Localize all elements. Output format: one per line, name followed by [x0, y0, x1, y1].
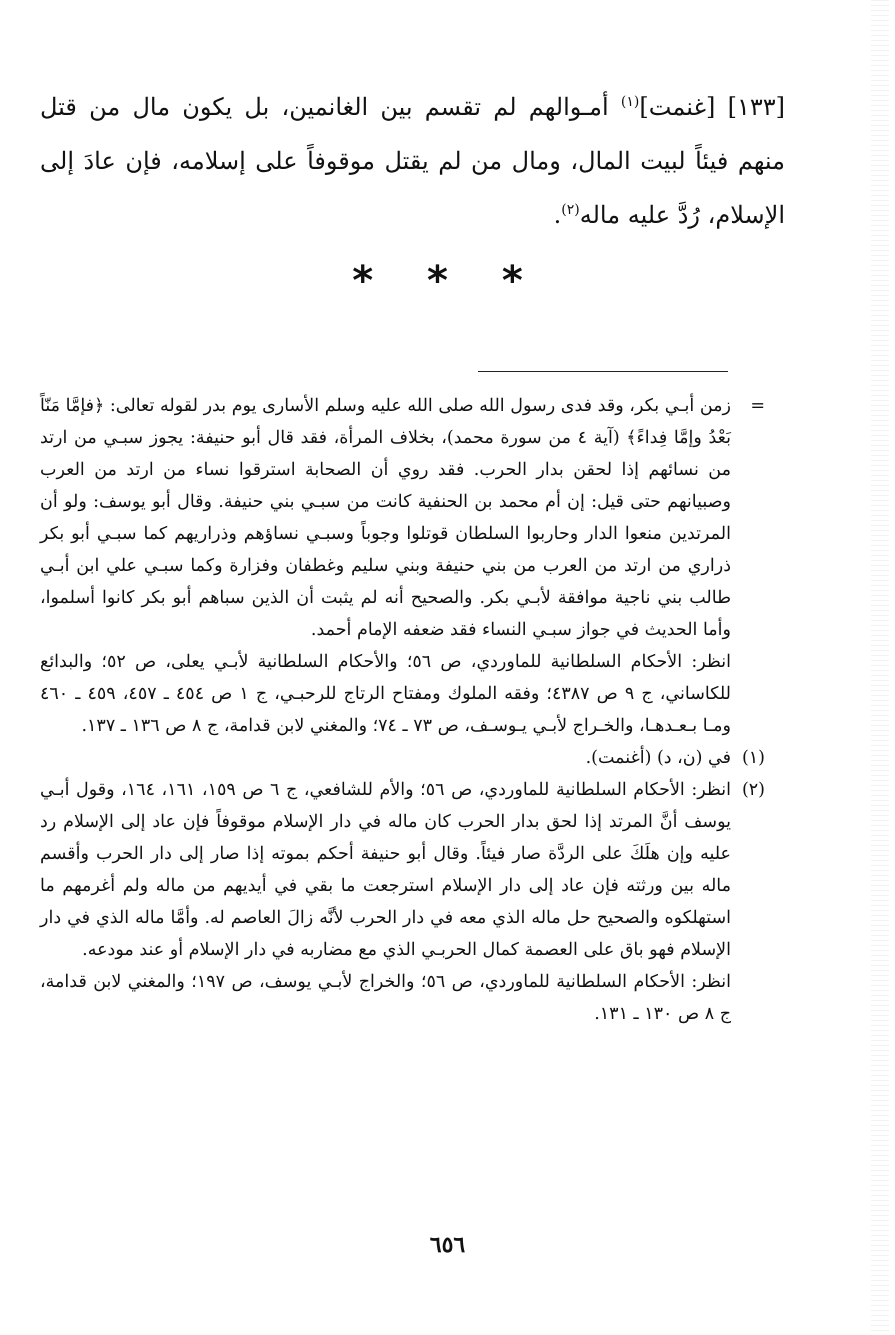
footnote-ref-2[interactable]: (٢) [561, 202, 580, 218]
paragraph-end: . [553, 201, 562, 229]
continuation-paragraph: زمن أبـي بكر، وقد فدى رسول الله صلى الله عليه وسلم الأسارى يوم بدر لقوله تعالى: ﴿فإمَّا مَنّاً بَعْدُ وإمَّا فِداءً﴾ (آية ٤ من سورة محمد)، بخلاف المرأة، فقد قال أبو حنيفة: يجوز سبـي من ارتد من نسائهم إذا لحقن بدار الحرب. فقد روي أن الصحابة استرقوا نساء من ارتد من العرب وصبيانهم حتى قيل: إن أم محمد بن الحنفية كانت من سبـي بني حنيفة. وقال أبو يوسف: ولو أن المرتدين منعوا الدار وحاربوا السلطان قوتلوا وجوباً وسبـي نساؤهم وذراريهم كما سبـي أبو بكر ذراري من ارتد من العرب من بني حنيفة وبني سليم وغطفان وفزارة وكما سبـي علي ابن أبـي طالب بني ناجية موافقة لأبـي بكر. والصحيح أنه لم يثبت أن الذين سباهم أبو بكر كانوا أسلموا، وأما الحديث في جواز سبـي النساء فقد ضعفه الإمام أحمد. [40, 396, 731, 640]
section-separator: * * * [352, 258, 543, 304]
page-number: ٦٥٦ [429, 1232, 466, 1258]
continuation-mark: = [750, 396, 765, 416]
continuation-body [40, 390, 731, 742]
lead-word: [غنمت] [639, 93, 716, 121]
continuation-reference: انظر: الأحكام السلطانية للماوردي، ص ٥٦؛ والأحكام السلطانية لأبـي يعلى، ص ٥٢؛ والبدائع للكاساني، ج ٩ ص ٤٣٨٧؛ وفقه الملوك ومفتاح الرتاج للرحبـي، ج ١ ص ٤٥٤ ـ ٤٥٧، ٤٥٩ ـ ٤٦٠ ومـا بـعـدهـا، والخـراج لأبـي يـوسـف، ص ٧٣ ـ ٧٤؛ والمغني لابن قدامة، ج ٨ ص ١٣٦ ـ ١٣٧. [40, 652, 731, 736]
footnote-continuation [40, 390, 765, 742]
scan-edge-artifact [871, 0, 889, 1335]
footnote-2-paragraph: انظر: الأحكام السلطانية للماوردي، ص ٥٦؛ والأم للشافعي، ج ٦ ص ١٥٩، ١٦١، ١٦٤، وقول أبـي يوسف أنَّ المرتد إذا لحق بدار الحرب كان ماله في دار الإسلام موقوفاً فإن عاد إلى الإسلام رد عليه وإن هلَكَ على الردَّة صار فيئاً. وقال أبو حنيفة أحكم بموته إذا صار إلى دار الحرب وأقسم ماله بين ورثته فإن عاد إلى دار الإسلام استرجعت ما بقي في أيديهم من ماله ولم أغرمهم ما استهلكوه والصحيح حل ماله الذي معه في دار الحرب لأنَّه زالَ العاصم له. وأمَّا ماله الذي في دار الإسلام فهو باق على العصمة كمال الحربـي الذي مع مضاربه في دار الإسلام أو عند مودعه. [40, 780, 731, 960]
footnote-1-mark: (١) [741, 748, 765, 768]
footnotes [40, 390, 765, 1030]
footnote-2 [40, 774, 765, 1030]
footnote-2-reference: انظر: الأحكام السلطانية للماوردي، ص ٥٦؛ والخراج لأبـي يوسف، ص ١٩٧؛ والمغني لابن قدامة، ج ٨ ص ١٣٠ ـ ١٣١. [40, 972, 731, 1024]
footnote-1 [40, 742, 765, 774]
paragraph-text: أمـوالهم لم تقسم بين الغانمين، بل يكون مال من قتل منهم فيئاً لبيت المال، ومال من لم يقتل موقوفاً على إسلامه، فإن عادَ إلى الإسلام، رُدَّ عليه ماله [40, 93, 785, 229]
footnote-ref-1[interactable]: (١) [620, 94, 640, 110]
footnote-rule [478, 371, 728, 372]
paragraph-number: [١٣٣] [727, 93, 785, 121]
main-paragraph [40, 80, 785, 242]
footnote-1-text: في (ن، د) (أغنمت). [585, 748, 731, 768]
main-text [40, 80, 785, 242]
footnote-2-mark: (٢) [741, 780, 765, 800]
footnote-2-body [40, 774, 731, 1030]
